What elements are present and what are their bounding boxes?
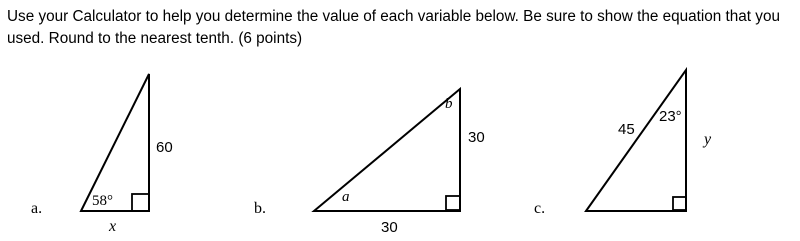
triangle-b: [254, 89, 485, 236]
side-b-vertical: 30: [468, 129, 485, 146]
problem-b-label: b.: [254, 200, 266, 217]
variable-a: a: [342, 189, 350, 205]
triangle-c: [534, 70, 712, 217]
right-angle-marker-c: [673, 197, 686, 210]
triangle-c-outline: [586, 70, 686, 211]
problem-c-label: c.: [534, 200, 546, 217]
instructions-line-1: Use your Calculator to help you determine the value of each variable below. Be sure to show the equation that you: [7, 8, 780, 25]
right-angle-marker-b: [446, 196, 460, 210]
variable-y: y: [704, 131, 712, 148]
side-b-horizontal: 30: [381, 219, 398, 236]
problem-a-label: a.: [31, 200, 43, 217]
right-angle-marker-a: [132, 194, 149, 211]
triangle-a: [31, 74, 173, 235]
triangle-a-outline: [81, 74, 149, 211]
side-a-opposite: 60: [156, 139, 173, 156]
side-c-hypotenuse: 45: [618, 121, 635, 138]
triangle-b-outline: [314, 89, 460, 211]
instructions-line-2: used. Round to the nearest tenth. (6 points): [7, 30, 303, 47]
angle-a-value: 58°: [92, 193, 113, 209]
variable-b: b: [445, 96, 453, 112]
angle-c-value: 23°: [659, 108, 682, 125]
variable-x: x: [109, 218, 117, 235]
